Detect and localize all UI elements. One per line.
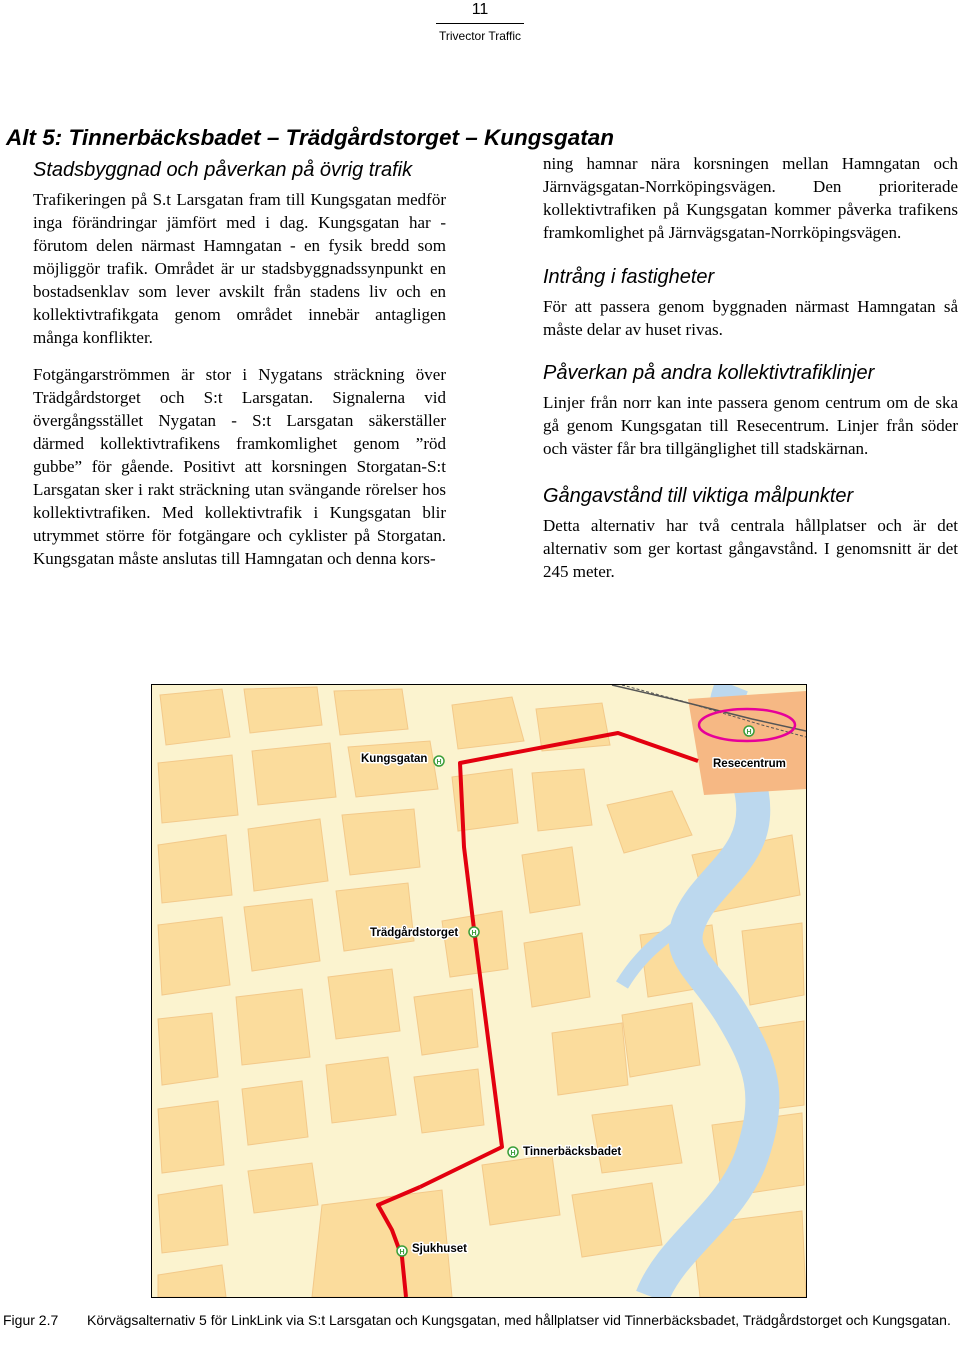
paragraph-intrang: För att passera genom byggnaden närmast Hamngatan så måste delar av huset rivas. bbox=[543, 297, 958, 339]
main-heading: Alt 5: Tinnerbäcksbadet – Trädgårdstorget – Kungsgatan bbox=[6, 125, 615, 150]
paragraph-paverkan: Linjer från norr kan inte passera genom centrum om de ska gå genom Kungsgatan till Resecentrum. Linjer från söder och väster får bra tillgänglighet till stadskärnan. bbox=[543, 393, 958, 458]
stop-tradgardstorget-marker bbox=[469, 927, 479, 937]
label-tradgardstorget: Trädgårdstorget bbox=[370, 927, 459, 939]
stop-kungsgatan-marker bbox=[434, 756, 444, 766]
stop-resecentrum-marker bbox=[744, 726, 754, 736]
left-column bbox=[33, 158, 446, 570]
route-map bbox=[151, 684, 807, 1298]
paragraph-trafikeringen: Trafikeringen på S.t Larsgatan fram till Kungsgatan medför inga förändringar jämfört med i dag. Kungsgatan har - förutom delen närmast Hamngatan - en fysik bredd som möjliggör trafik. Området är ur stadsbyggnadssynpunkt en bostadsenklav som lever avskilt från stadens liv och en kollektivtrafikgata genom området innebär antagligen många konflikter. bbox=[33, 190, 446, 347]
stop-symbol: H bbox=[399, 1249, 405, 1256]
label-kungsgatan: Kungsgatan bbox=[361, 753, 428, 765]
paragraph-gangavstand: Detta alternativ har två centrala hållplatser och är det alternativ som ger kortast gångavstånd. I genomsnitt är det 245 meter. bbox=[543, 516, 958, 581]
stop-symbol: H bbox=[471, 930, 477, 937]
figure-label: Figur 2.7 bbox=[3, 1312, 59, 1328]
right-column bbox=[543, 152, 958, 583]
header-rule bbox=[436, 23, 524, 24]
paragraph-fotgangarstrommen: Fotgängarströmmen är stor i Nygatans sträckning över Trädgårdstorget och S:t Larsgatan. Signalerna vid övergångsstället Nygatan - S:t Larsgatan säkerställer därmed kollektivtrafikens framkomlighet genom ”röd gubbe” för gående. Positivt att korsningen Storgatan-S:t Larsgatan sker i rakt sträckning utan svängande rörelser hos kollektivtrafiken. Med kollektivtrafik i Kungsgatan blir utrymmet större för fotgängare och cyklister på Storgatan. Kungsgatan måste anslutas till Hamngatan och denna kors- bbox=[33, 365, 446, 568]
stop-symbol: H bbox=[436, 759, 442, 766]
label-tinnerbacksbadet: Tinnerbäcksbadet bbox=[523, 1146, 622, 1158]
stop-symbol: H bbox=[510, 1150, 516, 1157]
figure-caption: Körvägsalternativ 5 för LinkLink via S:t Larsgatan och Kungsgatan, med hållplatser vid Tinnerbäcksbadet, Trädgårdstorget och Kungsgatan. bbox=[87, 1312, 951, 1328]
resecentrum-area bbox=[688, 691, 806, 795]
subheading-intrang: Intrång i fastigheter bbox=[543, 266, 715, 288]
subheading-gangavstand: Gångavstånd till viktiga målpunkter bbox=[543, 485, 854, 507]
header-organization: Trivector Traffic bbox=[438, 29, 521, 43]
stop-tinnerbacksbadet-marker bbox=[508, 1147, 518, 1157]
stop-symbol: H bbox=[746, 729, 752, 736]
route-map-svg bbox=[152, 685, 806, 1297]
stop-sjukhuset-marker bbox=[397, 1246, 407, 1256]
subheading-stadsbyggnad: Stadsbyggnad och påverkan på övrig trafik bbox=[33, 159, 413, 181]
label-resecentrum: Resecentrum bbox=[713, 758, 786, 770]
subheading-paverkan: Påverkan på andra kollektivtrafiklinjer bbox=[543, 362, 875, 384]
label-sjukhuset: Sjukhuset bbox=[412, 1243, 467, 1255]
page-number: 11 bbox=[471, 1, 489, 18]
paragraph-continuation: ning hamnar nära korsningen mellan Hamngatan och Järnvägsgatan-Norrköpingsvägen. Den prioriterade kollektivtrafiken på Kungsgatan kommer påverka trafikens framkomlighet på Järnvägsgatan-Norrköpingsvägen. bbox=[543, 154, 958, 242]
